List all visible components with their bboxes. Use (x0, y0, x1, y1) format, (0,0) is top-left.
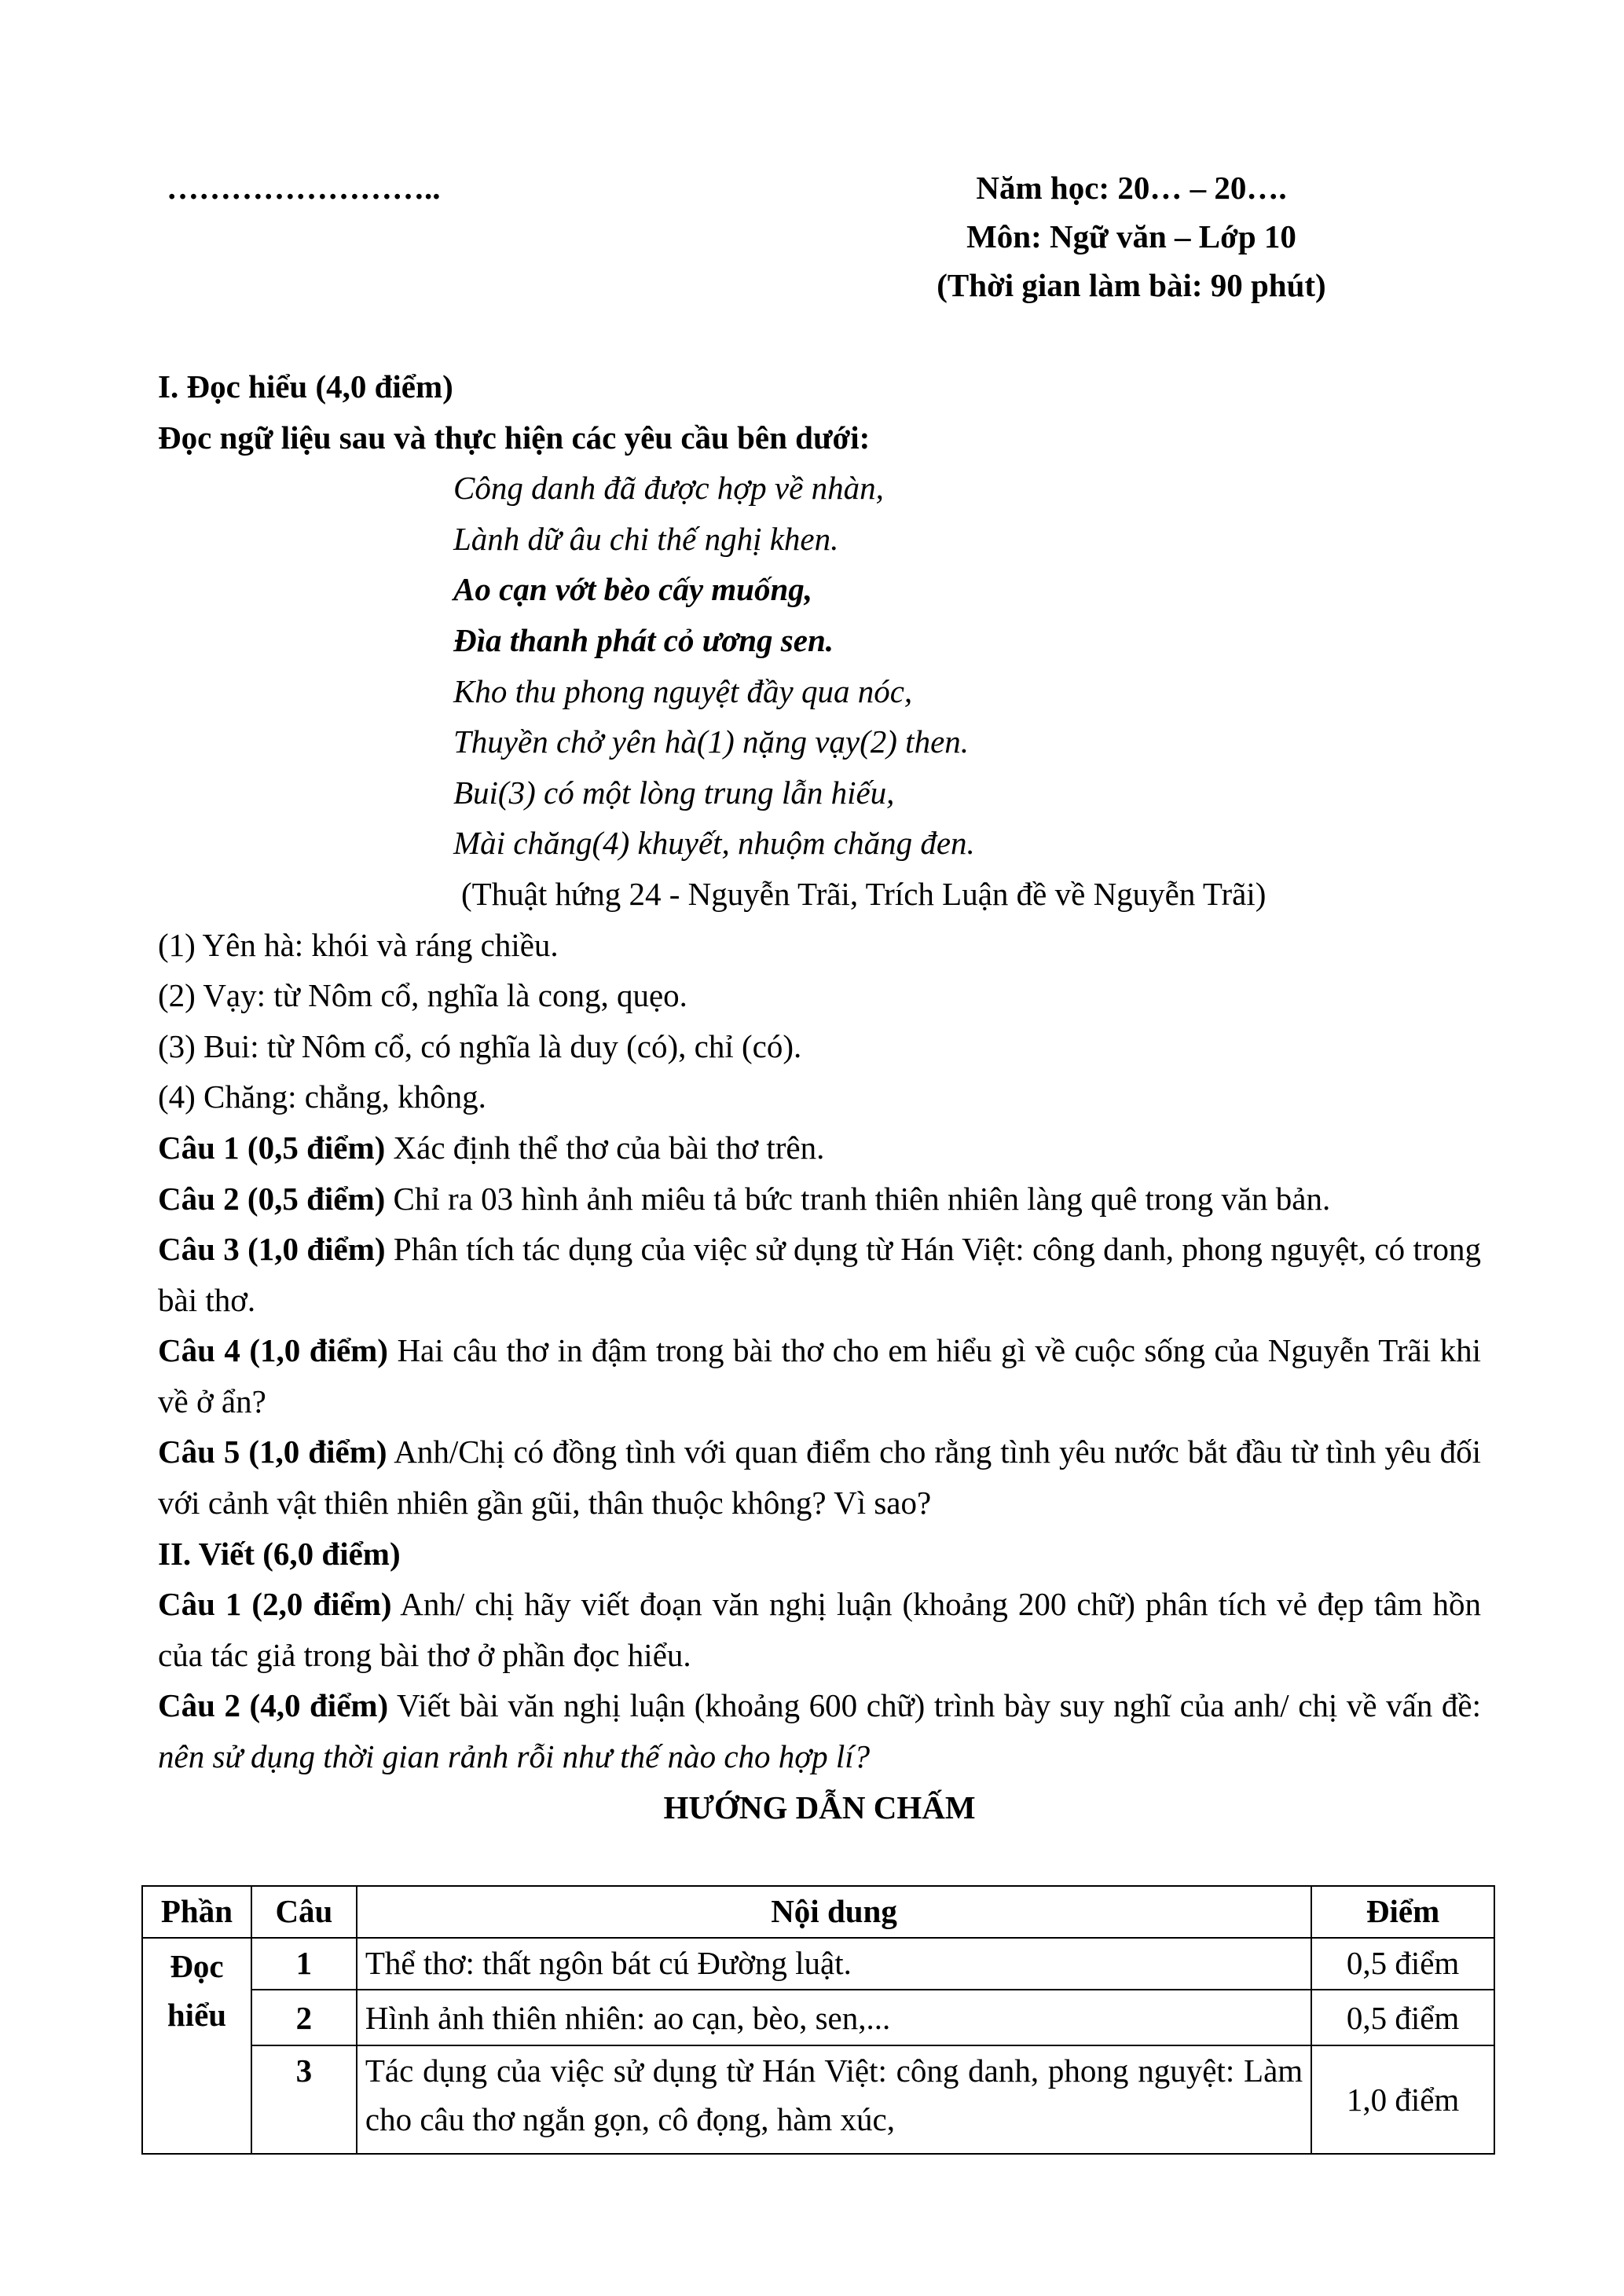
question-text: Anh/Chị có đồng tình với quan điểm cho rằng tình yêu nước bắt đầu từ tình yêu đối với cảnh vật thiên nhiên gần gũi, thân thuộc không? Vì sao? (158, 1434, 1481, 1522)
poem-line: Mài chăng(4) khuyết, nhuộm chăng đen. (453, 825, 975, 862)
question-text: Anh/ chị hãy viết đoạn văn nghị luận (khoảng 200 chữ) phân tích vẻ đẹp tâm hồn của tác giả trong bài thơ ở phần đọc hiểu. (158, 1586, 1481, 1673)
header-part: Phần (142, 1886, 251, 1938)
question-text: Phân tích tác dụng của việc sử dụng từ Hán Việt: công danh, phong nguyệt, có trong bài thơ. (158, 1231, 1481, 1318)
guide-title: HƯỚNG DẪN CHẤM (663, 1789, 976, 1825)
header-question: Câu (251, 1886, 357, 1938)
question-label: Câu 1 (2,0 điểm) (158, 1586, 392, 1623)
content-cell: Hình ảnh thiên nhiên: ao cạn, bèo, sen,... (357, 1990, 1311, 2045)
part-cell: Đọc hiểu (142, 1938, 251, 2154)
subject: Môn: Ngữ văn – Lớp 10 (966, 218, 1296, 255)
footnote: (3) Bui: từ Nôm cổ, có nghĩa là duy (có), chỉ (có). (158, 1027, 802, 1064)
poem-line: Lành dữ âu chi thế nghị khen. (453, 520, 839, 557)
poem-line: Công danh đã được hợp về nhàn, (453, 470, 884, 507)
table-row (142, 2045, 1494, 2154)
question-text: Viết bài văn nghị luận (khoảng 600 chữ) trình bày suy nghĩ của anh/ chị về vấn đề: (388, 1687, 1481, 1724)
header-score: Điểm (1311, 1886, 1494, 1938)
question-number: 3 (251, 2045, 357, 2154)
header-content: Nội dung (357, 1886, 1311, 1938)
poem-line: Thuyền chở yên hà(1) nặng vạy(2) then. (453, 723, 970, 760)
time-limit: (Thời gian làm bài: 90 phút) (937, 267, 1326, 303)
section-title: I. Đọc hiểu (4,0 điểm) (158, 368, 453, 405)
question (158, 1579, 1481, 1680)
poem-line: Kho thu phong nguyệt đầy qua nóc, (453, 672, 913, 709)
question-number: 1 (251, 1938, 357, 1990)
question-label: Câu 1 (0,5 điểm) (158, 1129, 386, 1166)
question-label: Câu 4 (1,0 điểm) (158, 1332, 388, 1369)
poem-line-bold: Ao cạn vớt bèo cấy muống, (453, 571, 813, 608)
question (158, 1174, 1481, 1225)
question-text: Chỉ ra 03 hình ảnh miêu tả bức tranh thiên nhiên làng quê trong văn bản. (385, 1180, 1331, 1217)
question-text: Xác định thể thơ của bài thơ trên. (385, 1129, 825, 1166)
grading-table (141, 1885, 1495, 2155)
question (158, 1122, 1481, 1174)
score-cell: 0,5 điểm (1311, 1990, 1494, 2045)
footnote: (1) Yên hà: khói và ráng chiều. (158, 926, 559, 963)
question-text: Hai câu thơ in đậm trong bài thơ cho em hiểu gì về cuộc sống của Nguyễn Trãi khi về ở ẩn? (158, 1332, 1481, 1419)
question-label: Câu 3 (1,0 điểm) (158, 1231, 386, 1268)
exam-header (849, 163, 1414, 309)
table-header-row (142, 1886, 1494, 1938)
question-label: Câu 2 (4,0 điểm) (158, 1687, 389, 1724)
score-cell: 0,5 điểm (1311, 1938, 1494, 1990)
question (158, 1680, 1481, 1782)
question-label: Câu 5 (1,0 điểm) (158, 1434, 387, 1470)
section-title: II. Viết (6,0 điểm) (158, 1535, 401, 1572)
instruction: Đọc ngữ liệu sau và thực hiện các yêu cầu bên dưới: (158, 419, 871, 456)
footnote: (2) Vạy: từ Nôm cổ, nghĩa là cong, quẹo. (158, 977, 687, 1014)
poem-line-bold: Đìa thanh phát cỏ ương sen. (453, 621, 834, 658)
poem-citation: (Thuật hứng 24 - Nguyễn Trãi, Trích Luận đề về Nguyễn Trãi) (461, 875, 1267, 912)
score-cell: 1,0 điểm (1311, 2045, 1494, 2154)
question (158, 1325, 1481, 1426)
question (158, 1224, 1481, 1325)
school-year: Năm học: 20… – 20…. (976, 170, 1287, 206)
poem-line: Bui(3) có một lòng trung lẫn hiếu, (453, 774, 895, 811)
footnote: (4) Chăng: chẳng, không. (158, 1078, 486, 1115)
question (158, 1426, 1481, 1528)
school-name-placeholder: …………………….. (167, 170, 441, 206)
table-row (142, 1938, 1494, 1990)
question-number: 2 (251, 1990, 357, 2045)
table-row (142, 1990, 1494, 2045)
content-cell: Thể thơ: thất ngôn bát cú Đường luật. (357, 1938, 1311, 1990)
question-topic: nên sử dụng thời gian rảnh rỗi như thế nào cho hợp lí? (158, 1738, 871, 1775)
exam-body (158, 361, 1481, 1833)
content-cell: Tác dụng của việc sử dụng từ Hán Việt: công danh, phong nguyệt: Làm cho câu thơ ngắn gọn, cô đọng, hàm xúc, (357, 2045, 1311, 2154)
question-label: Câu 2 (0,5 điểm) (158, 1180, 386, 1217)
